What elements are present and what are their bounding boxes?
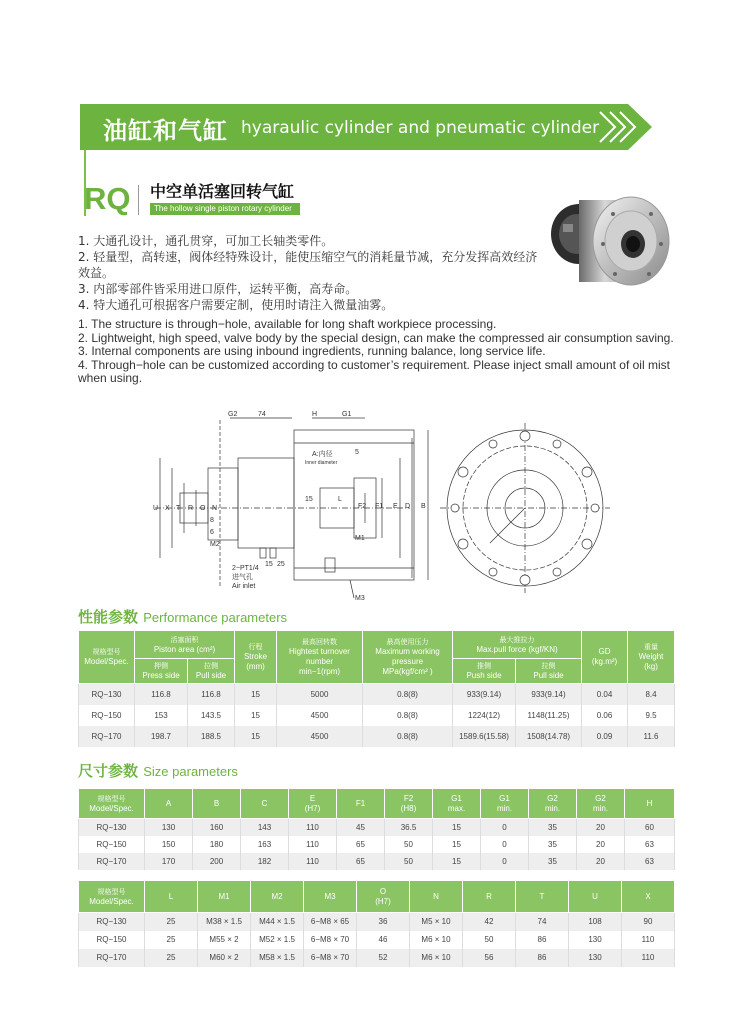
size1-header: B [193, 789, 241, 819]
perf-section-title [78, 606, 287, 627]
size2-cell: 6−M8 × 70 [304, 931, 357, 949]
size1-cell: 20 [577, 819, 625, 836]
perf-cell: RQ−150 [79, 705, 135, 726]
size2-cell: M60 × 2 [198, 949, 251, 967]
size1-cell: 35 [529, 836, 577, 853]
size2-header: R [463, 881, 516, 913]
size1-cell: 143 [241, 819, 289, 836]
size2-cell: 25 [145, 949, 198, 967]
size1-cell: 0 [481, 853, 529, 870]
perf-header-pressure: 最高使用压力 Maximum working pressure MPa(kgf/cm² ) [363, 631, 453, 684]
product-name-en: The hollow single piston rotary cylinder [150, 203, 300, 215]
size-section-title [78, 760, 238, 781]
size1-header: G2 min. [577, 789, 625, 819]
size2-row [79, 913, 675, 931]
dim-74: 74 [258, 411, 266, 418]
perf-cell: RQ−170 [79, 726, 135, 747]
size1-cell: 163 [241, 836, 289, 853]
size2-cell: 90 [622, 913, 675, 931]
size1-cell: 160 [193, 819, 241, 836]
dim-b: B [421, 503, 426, 510]
perf-cell: 0.04 [582, 684, 628, 705]
size1-header: H [625, 789, 675, 819]
size1-header: E (H7) [289, 789, 337, 819]
size2-cell: 36 [357, 913, 410, 931]
size2-header: N [410, 881, 463, 913]
size2-row [79, 949, 675, 967]
dim-g2: G2 [228, 411, 238, 418]
size1-cell: 65 [337, 853, 385, 870]
dim-5: 5 [355, 449, 359, 456]
feature-en-1: 1. The structure is through−hole, available for long shaft workpiece processing. [78, 317, 497, 331]
banner-title-cn: 油缸和气缸 [103, 117, 228, 145]
perf-cell: 11.6 [628, 726, 675, 747]
size2-cell: 50 [463, 931, 516, 949]
size2-cell: 52 [357, 949, 410, 967]
size2-cell: 25 [145, 931, 198, 949]
perf-cell: 153 [135, 705, 188, 726]
size1-cell: 65 [337, 836, 385, 853]
dim-15b: 15 [265, 561, 273, 568]
features-en [78, 318, 678, 386]
size2-header-model: 规格型号 Model/Spec. [79, 881, 145, 913]
feature-cn-3: 3. 内部零部件皆采用进口原件，运转平衡，高寿命。 [78, 282, 358, 296]
perf-cell: 1589.6(15.58) [453, 726, 516, 747]
perf-row [79, 705, 675, 726]
size2-cell: M55 × 2 [198, 931, 251, 949]
feature-cn-4: 4. 特大通孔可根据客户需要定制，使用时请注入微量油雾。 [78, 298, 394, 312]
dim-n: N [212, 505, 218, 512]
size1-cell: 130 [145, 819, 193, 836]
size1-cell: RQ−150 [79, 836, 145, 853]
size1-cell: 0 [481, 819, 529, 836]
dim-8: 8 [210, 517, 214, 524]
inlet-thread: 2−PT1/4 [232, 565, 259, 572]
perf-cell: RQ−130 [79, 684, 135, 705]
performance-table [78, 630, 675, 747]
size1-cell: 35 [529, 819, 577, 836]
dim-l: L [338, 496, 342, 503]
perf-cell: 15 [235, 726, 277, 747]
size1-cell: 45 [337, 819, 385, 836]
size1-cell: 20 [577, 853, 625, 870]
dim-6: 6 [210, 529, 214, 536]
dim-u: U [153, 505, 159, 512]
size1-cell: 20 [577, 836, 625, 853]
technical-drawing [150, 408, 620, 607]
size1-cell: 36.5 [385, 819, 433, 836]
perf-header-model: 规格型号 Model/Spec. [79, 631, 135, 684]
size2-cell: RQ−130 [79, 913, 145, 931]
dim-m3: M3 [355, 595, 365, 602]
size2-cell: 86 [516, 949, 569, 967]
size1-cell: 180 [193, 836, 241, 853]
feature-en-2: 2. Lightweight, high speed, valve body by the special design, can make the compressed air consumption saving. [78, 330, 674, 345]
perf-cell: 0.09 [582, 726, 628, 747]
perf-header-weight: 重量 Weight (kg) [628, 631, 675, 684]
size1-cell: 35 [529, 853, 577, 870]
dim-h: H [312, 411, 318, 418]
size1-cell: 110 [289, 853, 337, 870]
perf-header-stroke: 行程 Stroke (mm) [235, 631, 277, 684]
dim-m2: M2 [210, 541, 220, 548]
perf-cell: 9.5 [628, 705, 675, 726]
size2-cell: M52 × 1.5 [251, 931, 304, 949]
dim-a-cn: A:内径 [312, 451, 333, 458]
dim-m1: M1 [355, 535, 365, 542]
size2-cell: 110 [622, 931, 675, 949]
perf-cell: 1224(12) [453, 705, 516, 726]
feature-en-3: 3. Internal components are using inbound ingredients, running balance, long service life. [78, 344, 546, 358]
dim-f1: F1 [375, 503, 384, 510]
size1-header: C [241, 789, 289, 819]
perf-cell: 0.8(8) [363, 705, 453, 726]
dim-a-en: Inner diameter [305, 460, 338, 466]
size1-cell: 60 [625, 819, 675, 836]
perf-cell: 4500 [277, 726, 363, 747]
size1-cell: 182 [241, 853, 289, 870]
size1-row [79, 853, 675, 870]
product-name-cn: 中空单活塞回转气缸 [150, 182, 295, 201]
size2-header: M3 [304, 881, 357, 913]
dim-g1: G1 [342, 411, 352, 418]
size2-header: X [622, 881, 675, 913]
dim-25: 25 [277, 561, 285, 568]
size-title-en: Size parameters [143, 764, 238, 779]
perf-cell: 116.8 [135, 684, 188, 705]
size-table-2 [78, 880, 675, 967]
size2-header: L [145, 881, 198, 913]
size1-cell: 63 [625, 853, 675, 870]
size2-cell: 42 [463, 913, 516, 931]
size2-header: M2 [251, 881, 304, 913]
size1-header: A [145, 789, 193, 819]
perf-header-pull-side: 拉侧 Pull side [188, 659, 235, 684]
size2-cell: 130 [569, 931, 622, 949]
feature-cn-2: 2. 轻量型，高转速，阀体经特殊设计，能使压缩空气的消耗量节减，充分发挥高效经济效益。 [78, 250, 538, 280]
perf-header-press-side: 押侧 Press side [135, 659, 188, 684]
size1-cell: 63 [625, 836, 675, 853]
perf-cell: 0.8(8) [363, 684, 453, 705]
perf-cell: 5000 [277, 684, 363, 705]
size2-cell: 46 [357, 931, 410, 949]
size1-cell: 150 [145, 836, 193, 853]
size1-header: G1 max. [433, 789, 481, 819]
dim-r: R [188, 505, 194, 512]
dim-15: 15 [305, 496, 313, 503]
size1-row [79, 836, 675, 853]
size1-cell: 15 [433, 853, 481, 870]
perf-cell: 1148(11.25) [516, 705, 582, 726]
size2-cell: M6 × 10 [410, 931, 463, 949]
size2-cell: RQ−150 [79, 931, 145, 949]
size2-cell: 110 [622, 949, 675, 967]
size1-row [79, 819, 675, 836]
size2-row [79, 931, 675, 949]
size1-cell: 0 [481, 836, 529, 853]
perf-cell: 4500 [277, 705, 363, 726]
perf-row [79, 726, 675, 747]
product-code: RQ [84, 181, 131, 216]
size1-cell: 50 [385, 836, 433, 853]
size1-cell: 15 [433, 836, 481, 853]
size2-cell: 108 [569, 913, 622, 931]
size1-header: F2 (H8) [385, 789, 433, 819]
perf-header-force-push: 推侧 Push side [453, 659, 516, 684]
size2-cell: 6−M8 × 70 [304, 949, 357, 967]
dim-f2: F2 [358, 503, 367, 510]
size2-cell: RQ−170 [79, 949, 145, 967]
size2-cell: M5 × 10 [410, 913, 463, 931]
heading-divider [138, 185, 139, 215]
size1-header: F1 [337, 789, 385, 819]
perf-header-area: 活塞面积 Piston area (cm²) [135, 631, 235, 659]
inlet-cn: 进气孔 [232, 574, 253, 581]
features-cn [78, 233, 548, 313]
size2-cell: M38 × 1.5 [198, 913, 251, 931]
size2-cell: M44 × 1.5 [251, 913, 304, 931]
size2-cell: 56 [463, 949, 516, 967]
perf-cell: 933(9.14) [453, 684, 516, 705]
size1-cell: 50 [385, 853, 433, 870]
size1-header: G1 min. [481, 789, 529, 819]
feature-en-4: 4. Through−hole can be customized according to customer’s requirement. Please inject small amount of oil mist when using. [78, 357, 670, 385]
banner-title-en: hyaraulic cylinder and pneumatic cylinder [241, 118, 600, 138]
feature-cn-1: 1. 大通孔设计，通孔贯穿，可加工长轴类零件。 [78, 234, 334, 248]
dim-x: X [165, 505, 170, 512]
size2-cell: 6−M8 × 65 [304, 913, 357, 931]
size2-cell: M6 × 10 [410, 949, 463, 967]
perf-cell: 15 [235, 705, 277, 726]
size1-cell: 15 [433, 819, 481, 836]
perf-cell: 1508(14.78) [516, 726, 582, 747]
perf-header-gd: GD (kg.m²) [582, 631, 628, 684]
size2-cell: 130 [569, 949, 622, 967]
perf-cell: 15 [235, 684, 277, 705]
size1-cell: RQ−130 [79, 819, 145, 836]
size2-header: U [569, 881, 622, 913]
perf-header-speed: 最高回转数 Hightest turnover number min−1(rpm) [277, 631, 363, 684]
perf-cell: 933(9.14) [516, 684, 582, 705]
inlet-en: Air inlet [232, 583, 256, 590]
size2-cell: M58 × 1.5 [251, 949, 304, 967]
perf-cell: 188.5 [188, 726, 235, 747]
size2-header: O (H7) [357, 881, 410, 913]
size2-cell: 25 [145, 913, 198, 931]
size-title-cn: 尺寸参数 [78, 762, 139, 780]
perf-cell: 198.7 [135, 726, 188, 747]
size1-cell: 170 [145, 853, 193, 870]
size1-header-model: 规格型号 Model/Spec. [79, 789, 145, 819]
size1-cell: 110 [289, 836, 337, 853]
size2-header: T [516, 881, 569, 913]
dim-d: D [405, 503, 411, 510]
perf-cell: 0.8(8) [363, 726, 453, 747]
dim-o: O [200, 505, 206, 512]
perf-header-force-pull: 拉侧 Pull side [516, 659, 582, 684]
size-table-1 [78, 788, 675, 870]
size1-cell: 200 [193, 853, 241, 870]
size2-cell: 86 [516, 931, 569, 949]
size1-header: G2 min. [529, 789, 577, 819]
perf-cell: 0.06 [582, 705, 628, 726]
size2-header: M1 [198, 881, 251, 913]
product-photo [543, 184, 673, 303]
perf-cell: 116.8 [188, 684, 235, 705]
perf-title-en: Performance parameters [143, 610, 288, 625]
dim-t: T [176, 505, 181, 512]
size2-cell: 74 [516, 913, 569, 931]
perf-header-force: 最大推拉力 Max.pull force (kgf/KN) [453, 631, 582, 659]
perf-cell: 143.5 [188, 705, 235, 726]
perf-title-cn: 性能参数 [78, 608, 139, 626]
size1-cell: RQ−170 [79, 853, 145, 870]
perf-row [79, 684, 675, 705]
size1-cell: 110 [289, 819, 337, 836]
dim-e: E [393, 503, 398, 510]
perf-cell: 8.4 [628, 684, 675, 705]
